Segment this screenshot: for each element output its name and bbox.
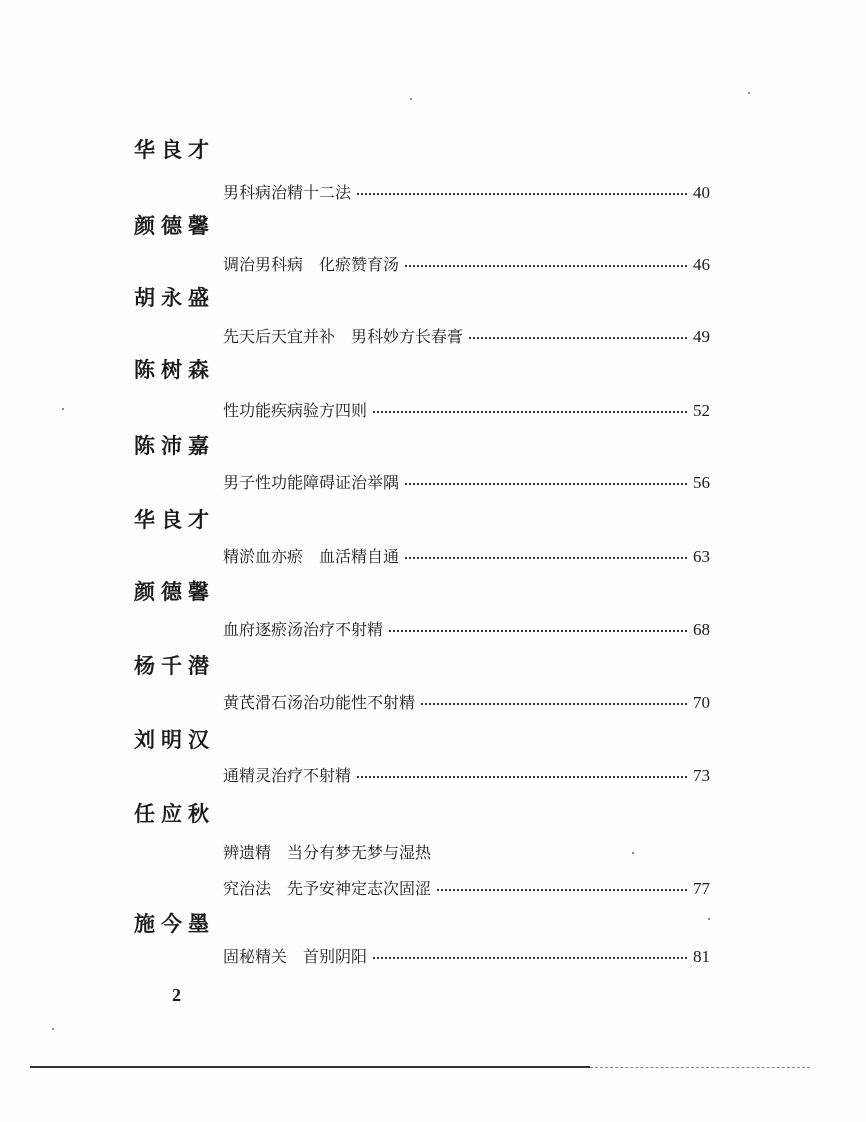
dot-leader — [469, 337, 687, 339]
entry-title: 先天后天宜并补 男科妙方长春膏 — [223, 324, 467, 350]
author-name: 施今墨 — [134, 911, 215, 936]
dot-leader — [437, 889, 687, 891]
author-name: 陈树森 — [134, 357, 215, 382]
entry-title: 黄芪滑石汤治功能性不射精 — [223, 690, 419, 716]
scan-speck — [62, 408, 64, 410]
entry-page-number: 56 — [693, 473, 710, 492]
author-name: 颜德馨 — [134, 579, 215, 604]
entry-page-number: 70 — [693, 693, 710, 712]
toc-entry — [223, 876, 723, 902]
toc-entry — [223, 470, 723, 496]
author-name: 胡永盛 — [134, 285, 215, 310]
entry-title: 性功能疾病验方四则 — [223, 398, 371, 424]
toc-entry — [223, 544, 723, 570]
entry-title: 精淤血亦瘀 血活精自通 — [223, 544, 403, 570]
entry-page-number: 40 — [693, 183, 710, 202]
toc-entry — [223, 180, 723, 206]
toc-entry — [223, 690, 723, 716]
dot-leader — [405, 557, 687, 559]
scan-speck — [52, 1028, 54, 1030]
entry-page-number: 52 — [693, 401, 710, 420]
entry-title-line: 辨遗精 当分有梦无梦与湿热 — [223, 843, 432, 862]
author-name: 刘明汉 — [134, 727, 215, 752]
entry-page-number: 68 — [693, 620, 710, 639]
author-name: 任应秋 — [134, 801, 215, 826]
entry-page-number: 81 — [693, 947, 710, 966]
dot-leader — [357, 193, 687, 195]
entry-page-number: 46 — [693, 255, 710, 274]
toc-entry — [223, 944, 723, 970]
dot-leader — [357, 776, 687, 778]
author-name: 华良才 — [134, 507, 215, 532]
dot-leader — [421, 703, 687, 705]
scan-speck — [708, 918, 710, 920]
author-name: 华良才 — [134, 137, 215, 162]
toc-entry — [223, 398, 723, 424]
dot-leader — [373, 411, 687, 413]
entry-title: 固秘精关 首别阴阳 — [223, 944, 371, 970]
entry-page-number: 63 — [693, 547, 710, 566]
entry-title: 男子性功能障碍证治举隅 — [223, 470, 403, 496]
entry-title: 通精灵治疗不射精 — [223, 763, 355, 789]
entry-page-number: 73 — [693, 766, 710, 785]
entry-page-number: 49 — [693, 327, 710, 346]
page-number: 2 — [172, 985, 181, 1005]
toc-entry — [223, 617, 723, 643]
scan-speck — [632, 852, 634, 854]
bottom-rule-faint — [590, 1067, 810, 1068]
toc-entry — [223, 763, 723, 789]
dot-leader — [389, 630, 687, 632]
entry-title: 究治法 先予安神定志次固涩 — [223, 876, 435, 902]
author-name: 陈沛嘉 — [134, 433, 215, 458]
dot-leader — [373, 957, 687, 959]
entry-title: 男科病治精十二法 — [223, 180, 355, 206]
bottom-rule — [30, 1066, 590, 1068]
toc-entry — [223, 252, 723, 278]
scan-speck — [748, 92, 750, 94]
author-name: 杨千潜 — [134, 653, 215, 678]
author-name: 颜德馨 — [134, 213, 215, 238]
entry-page-number: 77 — [693, 879, 710, 898]
dot-leader — [405, 483, 687, 485]
entry-title: 血府逐瘀汤治疗不射精 — [223, 617, 387, 643]
toc-entry — [223, 324, 723, 350]
dot-leader — [405, 265, 687, 267]
entry-title: 调治男科病 化瘀赞育汤 — [223, 252, 403, 278]
scan-speck — [410, 98, 412, 100]
